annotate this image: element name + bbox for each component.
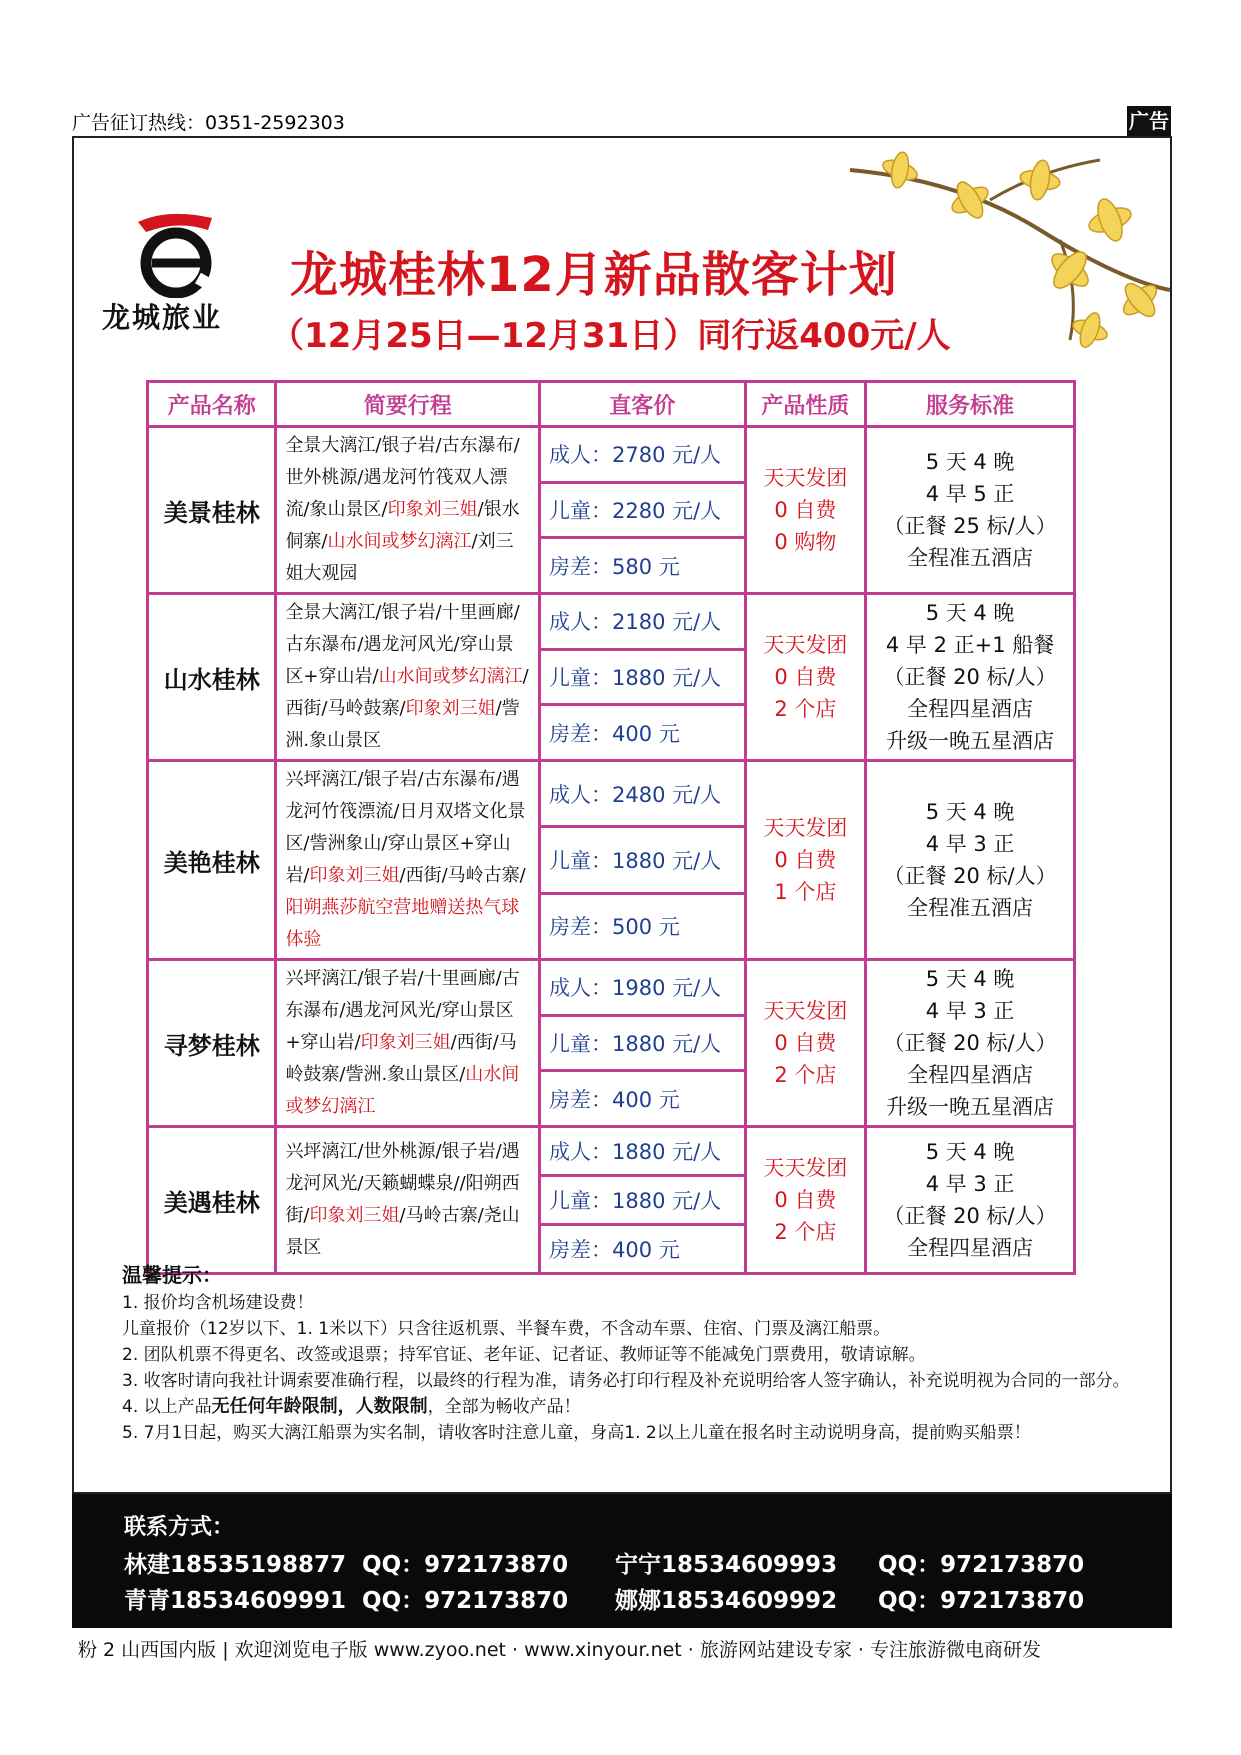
room-surcharge: 房差：400 元: [539, 705, 745, 761]
page-subtitle: （12月25日—12月31日）同行返400元/人: [270, 316, 951, 356]
product-route: [276, 960, 540, 1127]
child-price: 儿童：1880 元/人: [539, 1015, 745, 1071]
contact-phone: 宁宁18534609993: [615, 1552, 838, 1578]
tour-plan-table: [146, 380, 1076, 1275]
nature-line: 天天发团: [763, 1156, 848, 1180]
nature-line: 2 个店: [774, 1220, 837, 1244]
tips-title: 温馨提示：: [122, 1263, 222, 1287]
product-nature: [745, 594, 866, 761]
route-text: 全景大漓江/银子岩/十里画廊/古东瀑布/遇龙河风光/穿山景区+穿山岩/: [285, 602, 520, 687]
product-nature: [745, 960, 866, 1127]
product-name: 美遇桂林: [148, 1127, 276, 1274]
contact-phone: 林建18535198877: [124, 1552, 347, 1578]
service-line: 4 早 3 正: [925, 832, 1015, 856]
service-line: 5 天 4 晚: [925, 450, 1015, 474]
tip-line: [122, 1394, 1162, 1420]
service-line: 4 早 2 正+1 船餐: [885, 633, 1055, 657]
product-nature: [745, 427, 866, 594]
route-text: /马岭古寨/尧山景区: [285, 1205, 520, 1258]
adult-price: 成人：1980 元/人: [539, 960, 745, 1016]
col-header-name: 产品名称: [148, 382, 276, 427]
ad-tag: 广告: [1127, 106, 1171, 136]
product-name: 山水桂林: [148, 594, 276, 761]
brand-name: 龙城旅业: [102, 301, 223, 334]
product-route: [276, 761, 540, 960]
service-standard: [866, 427, 1075, 594]
nature-line: 天天发团: [763, 633, 848, 657]
tips-section: [122, 1262, 1162, 1446]
contact-row: [124, 1546, 1084, 1579]
contact-qq: QQ：972173870: [878, 1552, 1085, 1578]
route-highlight: 山水间或梦幻漓江: [285, 1064, 520, 1117]
product-route: [276, 427, 540, 594]
child-price: 儿童：1880 元/人: [539, 827, 745, 893]
nature-line: 0 自费: [774, 848, 837, 872]
service-line: 全程准五酒店: [907, 546, 1034, 570]
nature-line: 0 自费: [774, 1188, 837, 1212]
tip-text: ，全部为畅收产品！: [427, 1397, 581, 1417]
tip-line: 3. 收客时请向我社计调索要准确行程，以最终的行程为准，请务必打印行程及补充说明给客人签字确认，补充说明视为合同的一部分。: [122, 1371, 1130, 1391]
service-line: 全程四星酒店: [907, 1063, 1034, 1087]
tip-line: 1. 报价均含机场建设费！: [122, 1293, 314, 1313]
page-title: 龙城桂林12月新品散客计划: [290, 247, 898, 303]
table-header-row: [148, 382, 1075, 427]
contact-qq: QQ：972173870: [878, 1588, 1085, 1614]
contact-phone: 娜娜18534609992: [615, 1588, 838, 1614]
contact-row: [124, 1582, 1084, 1615]
route-text: /西街/马岭鼓寨/: [285, 666, 529, 719]
tip-text: 4. 以上产品: [122, 1397, 212, 1417]
contact-qq: QQ：972173870: [362, 1552, 569, 1578]
col-header-nature: 产品性质: [745, 382, 866, 427]
table-row: [148, 960, 1075, 1016]
room-surcharge: 房差：580 元: [539, 538, 745, 594]
route-highlight: 印象刘三姐: [405, 698, 496, 719]
nature-line: 天天发团: [763, 816, 848, 840]
service-line: （正餐 20 标/人）: [883, 864, 1057, 888]
service-line: （正餐 25 标/人）: [883, 514, 1057, 538]
service-line: 4 早 3 正: [925, 1172, 1015, 1196]
contact-title: 联系方式：: [124, 1515, 235, 1540]
service-line: （正餐 20 标/人）: [883, 1031, 1057, 1055]
table-row: [148, 1127, 1075, 1176]
service-line: 全程四星酒店: [907, 697, 1034, 721]
service-line: 升级一晚五星酒店: [886, 1095, 1055, 1119]
service-line: 4 早 3 正: [925, 999, 1015, 1023]
route-text: /訾洲.象山景区: [285, 698, 520, 751]
ad-hotline: 广告征订热线：0351-2592303: [72, 112, 345, 134]
tip-line: 2. 团队机票不得更名、改签或退票；持军官证、老年证、记者证、教师证等不能减免门票费用，敬请谅解。: [122, 1345, 926, 1365]
table-row: [148, 594, 1075, 650]
child-price: 儿童：2280 元/人: [539, 482, 745, 538]
service-line: 5 天 4 晚: [925, 601, 1015, 625]
contact-section: [72, 1494, 1172, 1628]
route-highlight: 印象刘三姐: [309, 1205, 400, 1226]
tip-emphasis: 无任何年龄限制，人数限制: [211, 1396, 428, 1417]
product-name: 美景桂林: [148, 427, 276, 594]
nature-line: 0 购物: [774, 530, 837, 554]
col-header-route: 简要行程: [276, 382, 540, 427]
room-surcharge: 房差：400 元: [539, 1071, 745, 1127]
service-line: 升级一晚五星酒店: [886, 729, 1055, 753]
route-text: 兴坪漓江/世外桃源/银子岩/遇龙河风光/天籁蝴蝶泉//阳朔西街/: [285, 1141, 520, 1226]
product-route: [276, 1127, 540, 1274]
route-text: 兴坪漓江/银子岩/十里画廊/古东瀑布/遇龙河风光/穿山景区+穿山岩/: [285, 968, 520, 1053]
table-row: [148, 761, 1075, 827]
nature-line: 0 自费: [774, 498, 837, 522]
tip-line: 儿童报价（12岁以下、1. 1米以下）只含往返机票、半餐车费，不含动车票、住宿、门票及漓江船票。: [122, 1319, 891, 1339]
child-price: 儿童：1880 元/人: [539, 1176, 745, 1225]
route-highlight: 山水间或梦幻漓江: [378, 666, 523, 687]
route-highlight: 阳朔燕莎航空营地赠送热气球体验: [285, 897, 520, 950]
service-line: 全程四星酒店: [907, 1236, 1034, 1260]
nature-line: 天天发团: [763, 466, 848, 490]
service-line: 5 天 4 晚: [925, 1140, 1015, 1164]
table-row: [148, 427, 1075, 483]
route-text: /刘三姐大观园: [285, 531, 514, 584]
product-nature: [745, 1127, 866, 1274]
product-nature: [745, 761, 866, 960]
service-standard: [866, 594, 1075, 761]
nature-line: 0 自费: [774, 665, 837, 689]
adult-price: 成人：2780 元/人: [539, 427, 745, 483]
route-text: /西街/马岭古寨/: [399, 865, 526, 886]
nature-line: 2 个店: [774, 697, 837, 721]
service-standard: [866, 1127, 1075, 1274]
product-name: 美艳桂林: [148, 761, 276, 960]
adult-price: 成人：1880 元/人: [539, 1127, 745, 1176]
route-highlight: 山水间或梦幻漓江: [327, 531, 472, 552]
route-text: /西街/马岭鼓寨/訾洲.象山景区/: [285, 1032, 517, 1085]
adult-price: 成人：2480 元/人: [539, 761, 745, 827]
nature-line: 0 自费: [774, 1031, 837, 1055]
dragon-city-logo-icon: [128, 208, 220, 298]
tip-line: 5. 7月1日起，购买大漓江船票为实名制，请收客时注意儿童，身高1. 2以上儿童在报名时主动说明身高，提前购买船票！: [122, 1423, 1031, 1443]
service-standard: [866, 761, 1075, 960]
route-highlight: 印象刘三姐: [360, 1032, 451, 1053]
nature-line: 天天发团: [763, 999, 848, 1023]
service-line: （正餐 20 标/人）: [883, 665, 1057, 689]
room-surcharge: 房差：500 元: [539, 893, 745, 959]
route-text: 兴坪漓江/银子岩/古东瀑布/遇龙河竹筏漂流/日月双塔文化景区/訾洲象山/穿山景区+穿山岩/: [285, 769, 526, 886]
col-header-price: 直客价: [539, 382, 745, 427]
service-line: （正餐 20 标/人）: [883, 1204, 1057, 1228]
room-surcharge: 房差：400 元: [539, 1225, 745, 1274]
child-price: 儿童：1880 元/人: [539, 649, 745, 705]
route-highlight: 印象刘三姐: [309, 865, 400, 886]
contact-phone: 青青18534609991: [124, 1588, 347, 1614]
service-standard: [866, 960, 1075, 1127]
col-header-service: 服务标准: [866, 382, 1075, 427]
product-route: [276, 594, 540, 761]
route-text: 全景大漓江/银子岩/古东瀑布/世外桃源/遇龙河竹筏双人漂流/象山景区/: [285, 435, 520, 520]
service-line: 全程准五酒店: [907, 896, 1034, 920]
service-line: 5 天 4 晚: [925, 967, 1015, 991]
adult-price: 成人：2180 元/人: [539, 594, 745, 650]
nature-line: 2 个店: [774, 1063, 837, 1087]
route-highlight: 印象刘三姐: [387, 499, 478, 520]
nature-line: 1 个店: [774, 880, 837, 904]
page-footer: 粉 2 山西国内版 | 欢迎浏览电子版 www.zyoo.net · www.xinyour.net · 旅游网站建设专家 · 专注旅游微电商研发: [78, 1639, 1041, 1661]
product-name: 寻梦桂林: [148, 960, 276, 1127]
service-line: 4 早 5 正: [925, 482, 1015, 506]
service-line: 5 天 4 晚: [925, 800, 1015, 824]
contact-qq: QQ：972173870: [362, 1588, 569, 1614]
route-text: /银水侗寨/: [285, 499, 520, 552]
